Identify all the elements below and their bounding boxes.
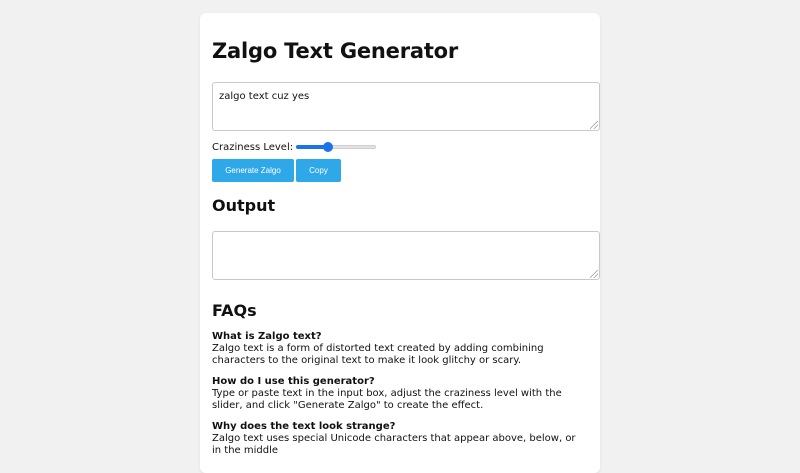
faq-question: Why does the text look strange?	[212, 421, 396, 432]
input-textarea[interactable]	[212, 82, 600, 131]
resize-grip-icon[interactable]	[590, 270, 598, 278]
resize-grip-icon[interactable]	[590, 121, 598, 129]
output-textarea[interactable]	[212, 231, 600, 280]
faq-question: How do I use this generator?	[212, 376, 375, 387]
copy-button[interactable]: Copy	[296, 159, 341, 182]
faq-answer: Zalgo text uses special Unicode characters that appear above, below, or in the middle	[212, 433, 576, 456]
slider-thumb[interactable]	[323, 142, 333, 152]
faq-item	[212, 331, 587, 367]
generate-zalgo-button[interactable]: Generate Zalgo	[212, 159, 294, 182]
faq-list	[212, 331, 587, 466]
faq-item	[212, 421, 587, 457]
faqs-heading: FAQs	[212, 301, 257, 320]
craziness-label: Craziness Level:	[212, 141, 294, 153]
input-text: zalgo text cuz yes	[219, 91, 310, 102]
page-title: Zalgo Text Generator	[212, 39, 459, 63]
craziness-row	[212, 141, 376, 153]
faq-question: What is Zalgo text?	[212, 331, 322, 342]
output-heading: Output	[212, 196, 276, 215]
faq-answer: Zalgo text is a form of distorted text created by adding combining characters to the original text to make it look glitchy or scary.	[212, 343, 544, 366]
button-row	[212, 159, 343, 182]
generator-card	[200, 13, 600, 473]
faq-item	[212, 376, 587, 412]
craziness-slider[interactable]	[296, 141, 376, 153]
faq-answer: Type or paste text in the input box, adjust the craziness level with the slider, and click "Generate Zalgo" to create the effect.	[212, 388, 562, 411]
